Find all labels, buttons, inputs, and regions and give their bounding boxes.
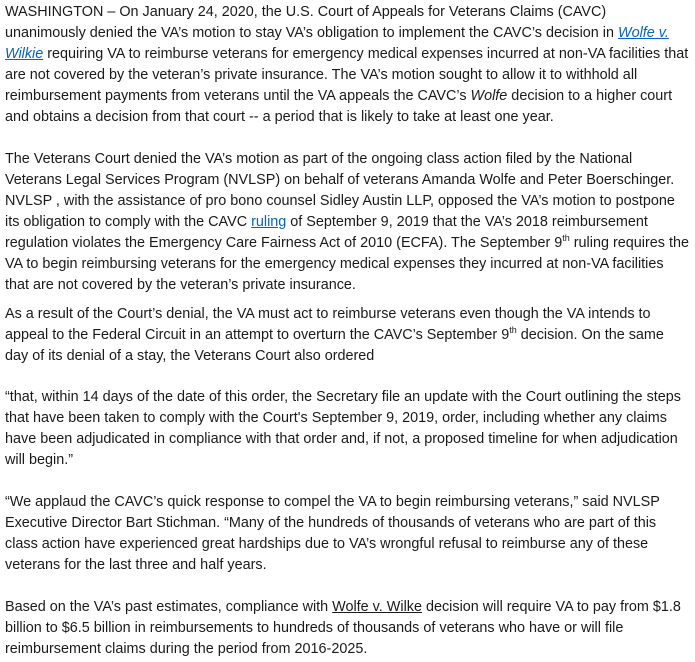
p1-italic-wolfe: Wolfe: [470, 88, 508, 104]
p3-text-a: As a result of the Court’s denial, the VA must act to reimburse veterans even though the VA intends to appeal to the Federal Circuit in an attempt to overturn the CAVC’s September 9: [5, 306, 651, 343]
p2-text-b: of September 9, 2019 that the VA’s 2018 reimbursement regulation violates the Emergency Care Fairness Act of 2010 (ECFA). The September 9: [5, 214, 648, 251]
p2-text-a: The Veterans Court denied the VA’s motion as part of the ongoing class action filed by the National Veterans Legal Services Program (NVLSP) on behalf of veterans Amanda Wolfe and Peter Boerschinger. NVLSP , with the assistance of pro bono counsel Sidley Austin LLP, opposed the VA’s motion to postpone its obligation to comply with the CAVC: [5, 151, 675, 230]
p3-superscript-th: th: [509, 325, 517, 335]
p6-underlined-wolfe-v-wilke: Wolfe v. Wilke: [332, 599, 422, 615]
wolfe-v-wilkie-link[interactable]: Wolfe v. Wilkie: [5, 25, 669, 62]
document-body: [5, 2, 689, 660]
p1-text-c: decision to a higher court and obtains a decision from that court -- a period that is likely to take at least one year.: [5, 88, 673, 125]
p6-text-b: decision will require VA to pay from $1.8 billion to $6.5 billion in reimbursements to hundreds of thousands of veterans who have or will file reimbursement claims during the period from 2016-2025.: [5, 599, 681, 657]
p2-superscript-th: th: [562, 233, 570, 243]
paragraph-1: [5, 2, 689, 128]
p1-text-b: requiring VA to reimburse veterans for emergency medical expenses incurred at non-VA facilities that are not covered by the veteran’s private insurance. The VA’s motion sought to allow it to withhold all reimbursement payments from veterans until the VA appeals the CAVC’s: [5, 46, 689, 104]
p1-text-a: WASHINGTON – On January 24, 2020, the U.S. Court of Appeals for Veterans Claims (CAVC) unanimously denied the VA’s motion to stay VA’s obligation to implement the CAVC’s decision in: [5, 4, 618, 41]
paragraph-6: [5, 597, 689, 660]
p6-text-a: Based on the VA’s past estimates, compliance with: [5, 599, 333, 615]
p2-text-c: ruling requires the VA to begin reimbursing veterans for the emergency medical expenses they incurred at non-VA facilities that are not covered by the veteran’s private insurance.: [5, 235, 689, 293]
paragraph-3: [5, 304, 689, 367]
p3-text-b: decision. On the same day of its denial of a stay, the Veterans Court also ordered: [5, 327, 664, 364]
paragraph-4-court-order-quote: “that, within 14 days of the date of this order, the Secretary file an update with the Court outlining the steps that have been taken to comply with the Court's September 9, 2019, order, including whether any claims have been adjudicated in compliance with that order and, if not, a proposed timeline for when adjudication will begin.”: [5, 389, 681, 468]
paragraph-2: [5, 149, 689, 296]
ruling-link[interactable]: ruling: [251, 214, 287, 230]
paragraph-5-stichman-quote: “We applaud the CAVC’s quick response to compel the VA to begin reimbursing veterans,” said NVLSP Executive Director Bart Stichman. “Many of the hundreds of thousands of veterans who are part of this class action have experienced great hardships due to VA’s wrongful refusal to reimburse any of these veterans for the last three and half years.: [5, 494, 660, 573]
